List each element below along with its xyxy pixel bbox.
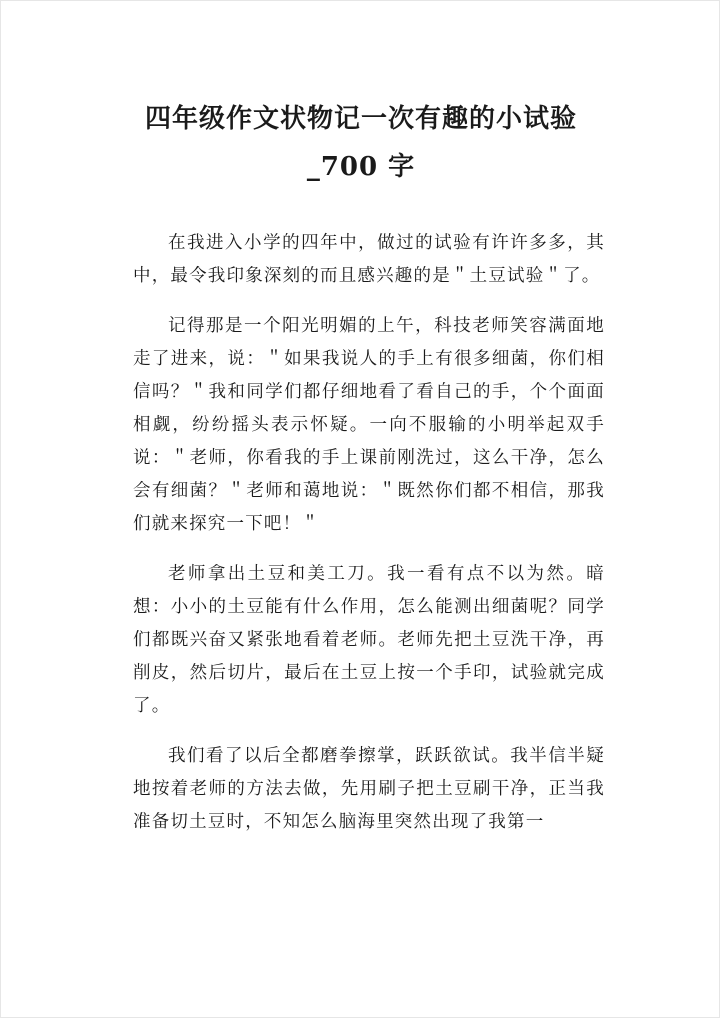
document-title (111, 95, 611, 191)
paragraph-2: 记得那是一个阳光明媚的上午，科技老师笑容满面地走了进来，说：＂如果我说人的手上有很多细菌，你们相信吗？＂我和同学们都仔细地看了看自己的手，个个面面相觑，纷纷摇头表示怀疑。一向不服输的小明举起双手说：＂老师，你看我的手上课前刚洗过，这么干净，怎么会有细菌？＂老师和蔼地说：＂既然你们都不相信，那我们就来探究一下吧！＂ (133, 316, 605, 534)
document-body (133, 227, 605, 856)
title-line-1: 四年级作文状物记一次有趣的小试验 (144, 104, 577, 134)
title-line-2: _700 字 (306, 152, 416, 182)
paragraph-4: 我们看了以后全都磨拳擦掌，跃跃欲试。我半信半疑地按着老师的方法去做，先用刷子把土豆刷干净，正当我准备切土豆时，不知怎么脑海里突然出现了我第一 (133, 746, 605, 832)
paragraph-1: 在我进入小学的四年中，做过的试验有许许多多，其中，最令我印象深刻的而且感兴趣的是＂土豆试验＂了。 (133, 233, 605, 286)
paragraph-3: 老师拿出土豆和美工刀。我一看有点不以为然。暗想：小小的土豆能有什么作用，怎么能测出细菌呢？同学们都既兴奋又紧张地看着老师。老师先把土豆洗干净，再削皮，然后切片，最后在土豆上按一个手印，试验就完成了。 (133, 564, 605, 716)
